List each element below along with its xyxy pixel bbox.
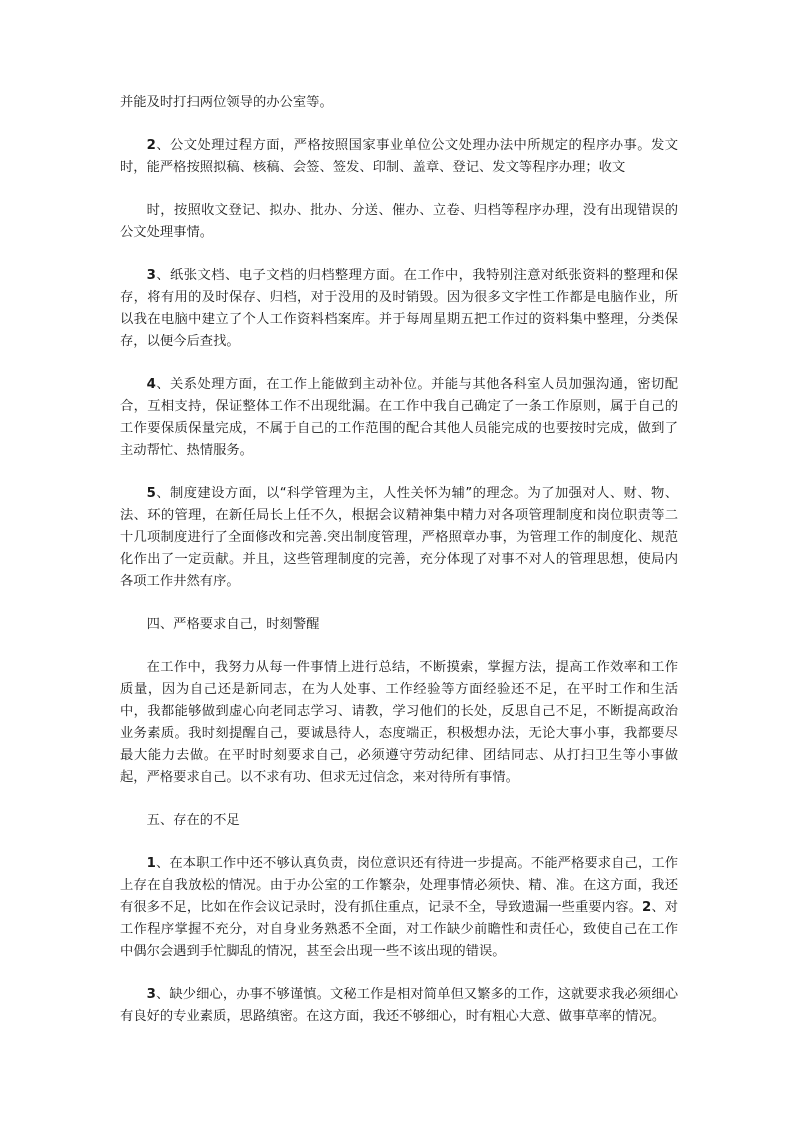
item-number: 1 (146, 856, 156, 871)
paragraph-document-processing (120, 135, 678, 179)
section-heading-shortcomings (120, 810, 678, 832)
paragraph-text: 、公文处理过程方面，严格按照国家事业单位公文处理办法中所规定的程序办事。发文时，能严格按照拟稿、核稿、会签、签发、印制、盖章、登记、发文等程序办理；收文 (120, 138, 678, 175)
paragraph-text: 在工作中，我努力从每一件事情上进行总结，不断摸索，掌握方法，提高工作效率和工作质量，因为自己还是新同志，在为人处事、工作经验等方面经验还不足，在平时工作和生活中，我都能够做到虚心向老同志学习、请教，学习他们的长处，反思自己不足，不断提高政治业务素质。我时刻提醒自己，要诚恳待人，态度端正，积极想办法，无论大事小事，我都要尽最大能力去做。在平时时刻要求自己，必须遵守劳动纪律、团结同志、从打扫卫生等小事做起，严格要求自己。以不求有功、但求无过信念，来对待所有事情。 (120, 660, 678, 785)
paragraph-text: 、在本职工作中还不够认真负责，岗位意识还有待进一步提高。不能严格要求自己，工作上存在自我放松的情况。由于办公室的工作繁杂，处理事情必须快、精、准。在这方面，我还有很多不足，比如在作会议记录时，没有抓住重点，记录不全，导致遗漏一些重要内容。 (120, 856, 678, 915)
item-number: 2 (641, 900, 652, 915)
paragraph-text: 并能及时打扫两位领导的办公室等。 (120, 95, 333, 110)
paragraph-relationships (120, 374, 678, 462)
paragraph-text: 、缺少细心，办事不够谨慎。文秘工作是相对简单但又繁多的工作，这就要求我必须细心有良好的专业素质，思路缜密。在这方面，我还不够细心，时有粗心大意、做事草率的情况。 (120, 987, 678, 1024)
heading-text: 五、存在的不足 (146, 813, 240, 828)
paragraph-system-building (120, 483, 678, 593)
paragraph-self-discipline (120, 657, 678, 789)
paragraph-continuation (120, 92, 678, 114)
item-number: 3 (146, 268, 156, 283)
paragraph-archiving (120, 265, 678, 353)
item-number: 2 (146, 138, 156, 153)
heading-text: 四、严格要求自己，时刻警醒 (146, 617, 320, 632)
item-number: 3 (146, 987, 156, 1002)
item-number: 4 (146, 377, 156, 392)
paragraph-text: 、制度建设方面，以“科学管理为主，人性关怀为辅”的理念。为了加强对人、财、物、法、环的管理，在新任局长上任不久，根据会议精神集中精力对各项管理制度和岗位职责等二十几项制度进行了全面修改和完善.突出制度管理，严格照章办事，为管理工作的制度化、规范化作出了一定贡献。并且，这些管理制度的完善，充分体现了对事不对人的管理思想，使局内各项工作井然有序。 (120, 486, 678, 589)
paragraph-text: 时，按照收文登记、拟办、批办、分送、催办、立卷、归档等程序办理，没有出现错误的公文处理事情。 (120, 203, 678, 240)
paragraph-text: 、关系处理方面，在工作上能做到主动补位。并能与其他各科室人员加强沟通，密切配合，互相支持，保证整体工作不出现纰漏。在工作中我自己确定了一条工作原则，属于自己的工作要保质保量完成，不属于自己的工作范围的配合其他人员能完成的也要按时完成，做到了主动帮忙、热情服务。 (120, 377, 678, 458)
paragraph-text: 、对工作程序掌握不充分，对自身业务熟悉不全面，对工作缺少前瞻性和责任心，致使自己在工作中偶尔会遇到手忙脚乱的情况，甚至会出现一些不该出现的错误。 (120, 900, 679, 959)
item-number: 5 (146, 486, 156, 501)
paragraph-receiving-process (120, 200, 678, 244)
paragraph-text: 、纸张文档、电子文档的归档整理方面。在工作中，我特别注意对纸张资料的整理和保存，将有用的及时保存、归档，对于没用的及时销毁。因为很多文字性工作都是电脑作业，所以我在电脑中建立了个人工作资料档案库。并于每周星期五把工作过的资料集中整理，分类保存，以便今后查找。 (120, 268, 678, 349)
paragraph-shortcomings-1-2 (120, 853, 678, 963)
paragraph-shortcomings-3 (120, 984, 678, 1028)
section-heading-self-discipline (120, 614, 678, 636)
document-body (120, 92, 678, 1049)
